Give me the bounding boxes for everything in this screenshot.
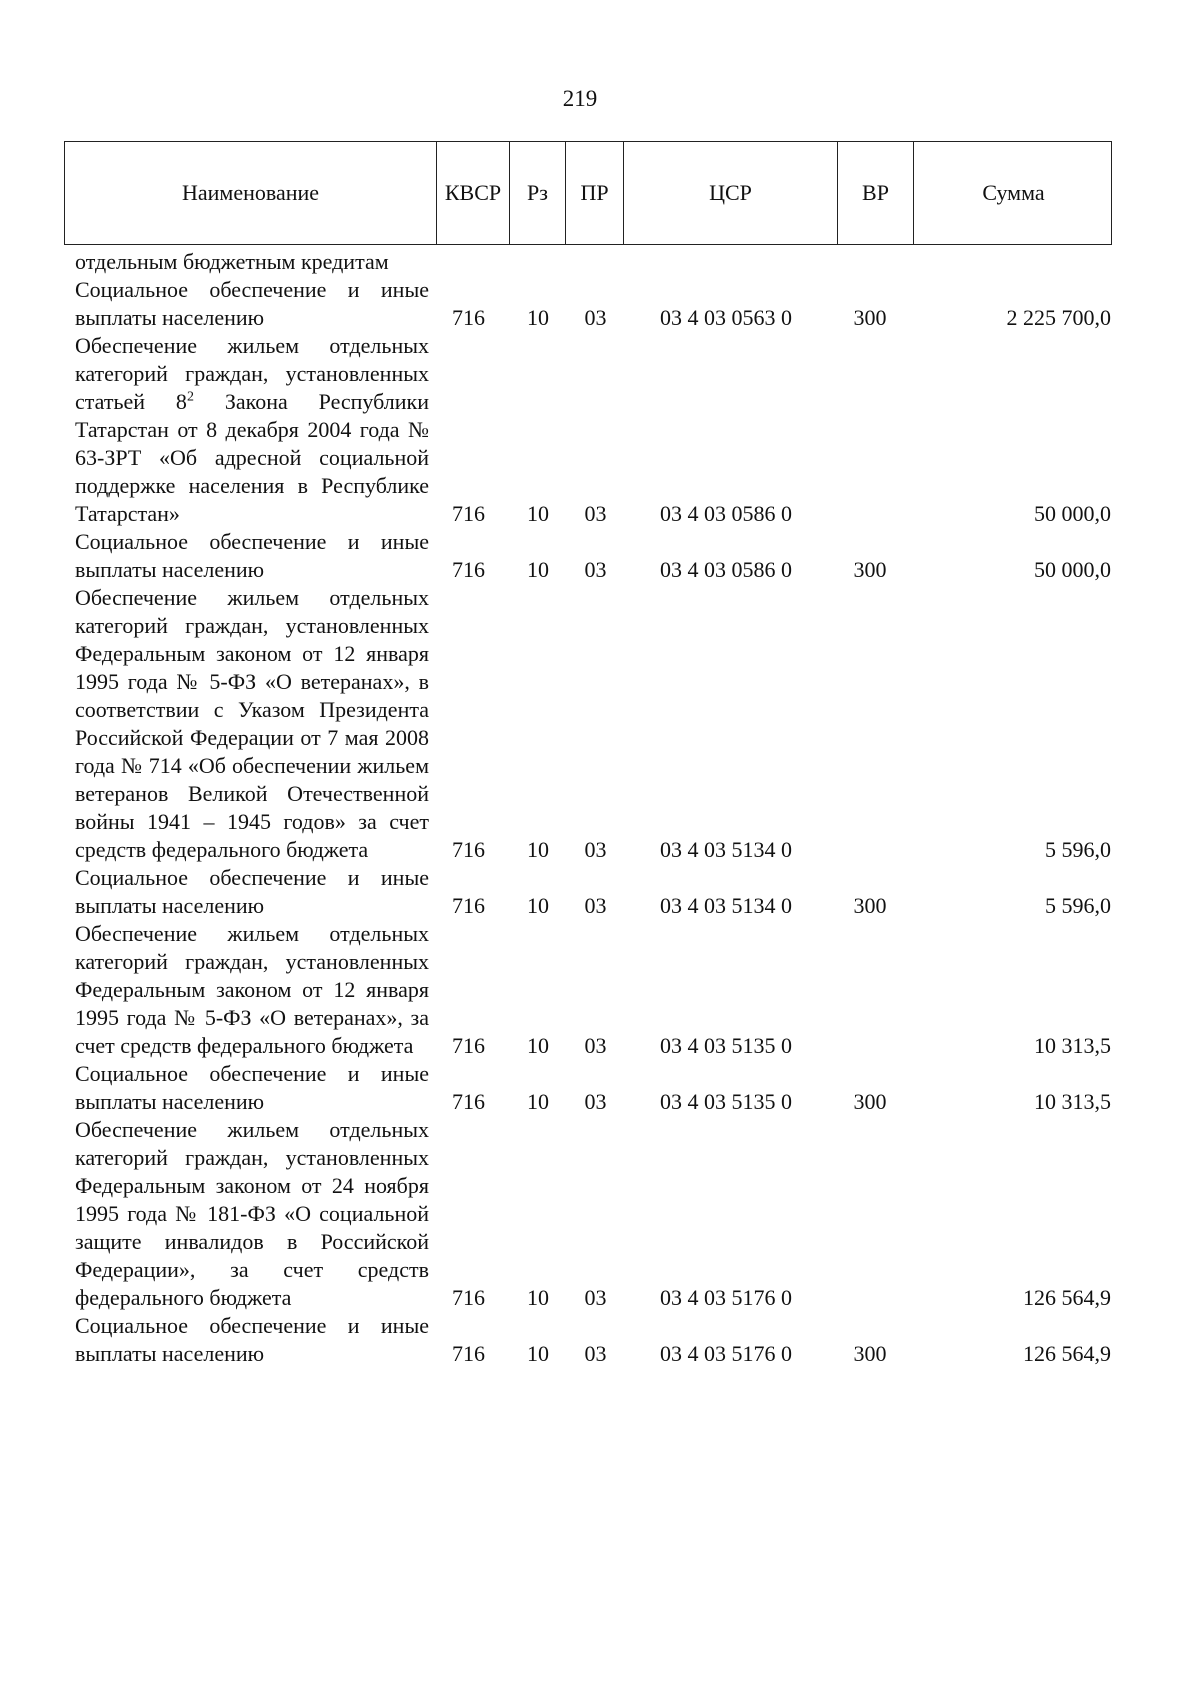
row-rz: 10 xyxy=(527,1285,549,1310)
row-kvsr: 716 xyxy=(452,557,485,582)
row-csr: 03 4 03 5135 0 xyxy=(660,1033,792,1058)
row-pr: 03 xyxy=(584,1341,607,1366)
row-name: Социальное обеспечение и иные выплаты населению xyxy=(75,1061,429,1114)
row-rz: 10 xyxy=(527,501,549,526)
row-sum: 2 225 700,0 xyxy=(1006,305,1111,330)
row-vr: 300 xyxy=(853,1341,887,1366)
row-pr: 03 xyxy=(584,501,607,526)
row-rz: 10 xyxy=(527,557,549,582)
row-kvsr: 716 xyxy=(452,893,485,918)
row-vr: 300 xyxy=(853,557,887,582)
header-csr: ЦСР xyxy=(624,142,838,244)
header-vr: ВР xyxy=(838,142,914,244)
table-row xyxy=(75,1116,1115,1312)
table-row xyxy=(75,1060,1115,1116)
row-kvsr: 716 xyxy=(452,1285,485,1310)
row-kvsr: 716 xyxy=(452,305,485,330)
row-csr: 03 4 03 5134 0 xyxy=(660,893,792,918)
header-name: Наименование xyxy=(65,142,437,244)
row-name: Социальное обеспечение и иные выплаты населению xyxy=(75,1313,429,1366)
row-name: отдельным бюджетным кредитам xyxy=(75,249,389,274)
row-rz: 10 xyxy=(527,1341,549,1366)
row-name xyxy=(75,332,429,528)
row-csr: 03 4 03 0586 0 xyxy=(660,501,792,526)
row-name: Обеспечение жильем отдельных категорий граждан, установленных Федеральным законом от 24 ноября 1995 года № 181-ФЗ «О социальной защите инвалидов в Российской Федерации», за счет средств федерального бюджета xyxy=(75,1117,429,1310)
header-pr: ПР xyxy=(566,142,624,244)
table-row xyxy=(75,920,1115,1060)
row-csr: 03 4 03 5134 0 xyxy=(660,837,792,862)
row-sum: 5 596,0 xyxy=(1045,837,1111,862)
header-kvsr: КВСР xyxy=(437,142,510,244)
table-row xyxy=(75,248,1115,276)
table-row xyxy=(75,1312,1115,1368)
row-kvsr: 716 xyxy=(452,501,485,526)
row-rz: 10 xyxy=(527,1089,549,1114)
table-row xyxy=(75,528,1115,584)
row-name: Обеспечение жильем отдельных категорий граждан, установленных Федеральным законом от 12 января 1995 года № 5-ФЗ «О ветеранах», в соответствии с Указом Президента Российской Федерации от 7 мая 2008 года № 714 «Об обеспечении жильем ветеранов Великой Отечественной войны 1941 – 1945 годов» за счет средств федерального бюджета xyxy=(75,585,429,862)
row-csr: 03 4 03 5135 0 xyxy=(660,1089,792,1114)
row-name-part: Обеспечение жильем отдельных категорий граждан, установленных статьей 8 xyxy=(75,333,429,414)
row-pr: 03 xyxy=(584,893,607,918)
row-pr: 03 xyxy=(584,305,607,330)
row-rz: 10 xyxy=(527,305,549,330)
row-name: Социальное обеспечение и иные выплаты населению xyxy=(75,277,429,330)
row-sum: 10 313,5 xyxy=(1034,1033,1111,1058)
row-sum: 50 000,0 xyxy=(1034,557,1111,582)
page-number: 219 xyxy=(562,86,598,111)
row-sum: 5 596,0 xyxy=(1045,893,1111,918)
row-kvsr: 716 xyxy=(452,1341,485,1366)
row-sum: 10 313,5 xyxy=(1034,1089,1111,1114)
row-csr: 03 4 03 5176 0 xyxy=(660,1341,792,1366)
header-rz: Рз xyxy=(510,142,566,244)
row-csr: 03 4 03 5176 0 xyxy=(660,1285,792,1310)
row-kvsr: 716 xyxy=(452,1033,485,1058)
row-name: Обеспечение жильем отдельных категорий граждан, установленных Федеральным законом от 12 января 1995 года № 5-ФЗ «О ветеранах», за счет средств федерального бюджета xyxy=(75,921,429,1058)
row-sum: 126 564,9 xyxy=(1023,1341,1111,1366)
row-kvsr: 716 xyxy=(452,1089,485,1114)
table-header xyxy=(64,141,1112,245)
row-pr: 03 xyxy=(584,557,607,582)
row-pr: 03 xyxy=(584,1285,607,1310)
row-csr: 03 4 03 0563 0 xyxy=(660,305,792,330)
row-rz: 10 xyxy=(527,837,549,862)
row-pr: 03 xyxy=(584,1089,607,1114)
row-name: Социальное обеспечение и иные выплаты населению xyxy=(75,865,429,918)
row-name-superscript: 2 xyxy=(186,389,194,405)
row-vr: 300 xyxy=(853,305,887,330)
row-csr: 03 4 03 0586 0 xyxy=(660,557,792,582)
table-row xyxy=(75,584,1115,864)
header-sum: Сумма xyxy=(982,180,1045,205)
table-row xyxy=(75,332,1115,528)
row-sum: 50 000,0 xyxy=(1034,501,1111,526)
row-vr: 300 xyxy=(853,1089,887,1114)
table-body xyxy=(75,248,1115,1368)
row-vr: 300 xyxy=(853,893,887,918)
row-rz: 10 xyxy=(527,893,549,918)
row-pr: 03 xyxy=(584,1033,607,1058)
row-kvsr: 716 xyxy=(452,837,485,862)
row-pr: 03 xyxy=(584,837,607,862)
table-row xyxy=(75,864,1115,920)
row-name-part: Закона Республики Татарстан от 8 декабря 2004 года № 63-ЗРТ «Об адресной социальной поддержке населения в Республике Татарстан» xyxy=(75,389,430,526)
row-name: Социальное обеспечение и иные выплаты населению xyxy=(75,529,429,582)
table-row xyxy=(75,276,1115,332)
row-sum: 126 564,9 xyxy=(1023,1285,1111,1310)
row-rz: 10 xyxy=(527,1033,549,1058)
